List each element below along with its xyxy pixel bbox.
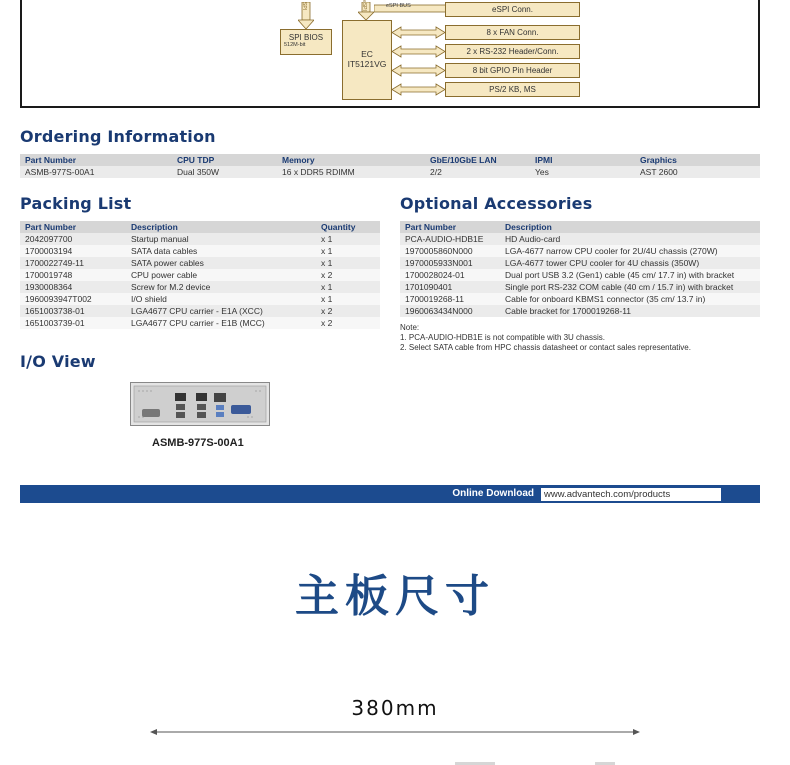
- table-row: [400, 281, 760, 293]
- table-cell: CPU power cable: [126, 269, 316, 281]
- accessories-col-desc: Description: [500, 221, 760, 233]
- table-cell: x 2: [316, 305, 380, 317]
- table-cell: 1970005933N001: [400, 257, 500, 269]
- dimension-title: 主板尺寸: [295, 571, 495, 622]
- gpio-header-box: 8 bit GPIO Pin Header: [445, 63, 580, 78]
- table-cell: Screw for M.2 device: [126, 281, 316, 293]
- note-item: 1. PCA-AUDIO-HDB1E is not compatible with 3U chassis.: [400, 333, 605, 342]
- packing-col-qty: Quantity: [316, 221, 380, 233]
- table-row: [20, 257, 380, 269]
- table-cell: x 1: [316, 293, 380, 305]
- table-cell: LGA-4677 tower CPU cooler for 4U chassis (350W): [500, 257, 760, 269]
- table-cell: 1651003739-01: [20, 317, 126, 329]
- table-row: [400, 269, 760, 281]
- table-cell: x 2: [316, 269, 380, 281]
- ordering-col-memory: Memory: [277, 154, 425, 166]
- ordering-col-part: Part Number: [20, 154, 172, 166]
- spi-bios-size: 512M-bit: [284, 42, 306, 48]
- table-cell: Dual 350W: [172, 166, 277, 178]
- packing-title: Packing List: [20, 194, 132, 213]
- table-cell: PCA-AUDIO-HDB1E: [400, 233, 500, 245]
- ps2-box: PS/2 KB, MS: [445, 82, 580, 97]
- table-cell: x 2: [316, 317, 380, 329]
- table-cell: SATA data cables: [126, 245, 316, 257]
- table-cell: x 1: [316, 281, 380, 293]
- ordering-col-ipmi: IPMI: [530, 154, 635, 166]
- table-row: [400, 233, 760, 245]
- table-cell: 1930008364: [20, 281, 126, 293]
- spi-tag: SPI: [301, 2, 307, 11]
- table-cell: Dual port USB 3.2 (Gen1) cable (45 cm/ 17.7 in) with bracket: [500, 269, 760, 281]
- table-cell: x 1: [316, 257, 380, 269]
- note-item: 2. Select SATA cable from HPC chassis datasheet or contact sales representative.: [400, 343, 691, 352]
- ordering-header-row: [20, 154, 760, 166]
- ordering-table: [20, 154, 760, 178]
- spi-bios-box: [280, 29, 332, 55]
- packing-col-desc: Description: [126, 221, 316, 233]
- download-link[interactable]: www.advantech.com/products: [541, 488, 721, 501]
- table-cell: LGA4677 CPU carrier - E1A (XCC): [126, 305, 316, 317]
- table-cell: 1701090401: [400, 281, 500, 293]
- ec-chip: IT5121VG: [347, 59, 387, 69]
- table-cell: AST 2600: [635, 166, 760, 178]
- table-cell: Yes: [530, 166, 635, 178]
- table-cell: I/O shield: [126, 293, 316, 305]
- table-row: [20, 317, 380, 329]
- ec-label: EC: [361, 49, 373, 59]
- espi-conn-box: eSPI Conn.: [445, 2, 580, 17]
- table-row: [20, 293, 380, 305]
- dimension-arrow: [150, 727, 640, 737]
- packing-header-row: [20, 221, 380, 233]
- spi-bios-label: SPI BIOS: [288, 33, 324, 42]
- ordering-col-tdp: CPU TDP: [172, 154, 277, 166]
- table-cell: ASMB-977S-00A1: [20, 166, 172, 178]
- accessories-title: Optional Accessories: [400, 194, 593, 213]
- accessories-col-part: Part Number: [400, 221, 500, 233]
- table-cell: 1700022749-11: [20, 257, 126, 269]
- accessories-header-row: [400, 221, 760, 233]
- table-cell: HD Audio-card: [500, 233, 760, 245]
- table-row: [20, 233, 380, 245]
- table-cell: 1651003738-01: [20, 305, 126, 317]
- accessories-table: [400, 221, 760, 317]
- table-row: [400, 257, 760, 269]
- table-cell: 1700019268-11: [400, 293, 500, 305]
- ec-connection-arrows: [392, 25, 446, 101]
- table-cell: 16 x DDR5 RDIMM: [277, 166, 425, 178]
- table-cell: LGA-4677 narrow CPU cooler for 2U/4U chassis (270W): [500, 245, 760, 257]
- table-row: [20, 269, 380, 281]
- table-row: [400, 293, 760, 305]
- table-row: [20, 245, 380, 257]
- table-cell: 1700028024-01: [400, 269, 500, 281]
- table-cell: x 1: [316, 233, 380, 245]
- download-label: Online Download: [452, 488, 534, 499]
- io-view-title: I/O View: [20, 352, 96, 371]
- table-cell: 1700019748: [20, 269, 126, 281]
- table-cell: 1960063434N000: [400, 305, 500, 317]
- packing-table: [20, 221, 380, 329]
- table-row: [20, 166, 760, 178]
- table-cell: Cable bracket for 1700019268-11: [500, 305, 760, 317]
- table-cell: Single port RS-232 COM cable (40 cm / 15.7 in) with bracket: [500, 281, 760, 293]
- ordering-col-lan: GbE/10GbE LAN: [425, 154, 530, 166]
- table-row: [400, 245, 760, 257]
- ordering-title: Ordering Information: [20, 127, 216, 146]
- table-cell: SATA power cables: [126, 257, 316, 269]
- accessories-notes: [400, 323, 691, 353]
- table-row: [20, 281, 380, 293]
- table-cell: 1700003194: [20, 245, 126, 257]
- table-cell: LGA4677 CPU carrier - E1B (MCC): [126, 317, 316, 329]
- table-row: [400, 305, 760, 317]
- rs232-header-box: 2 x RS-232 Header/Conn.: [445, 44, 580, 59]
- ec-box: [342, 20, 392, 100]
- espi-bus-label: eSPI BUS: [386, 3, 411, 9]
- io-shield-image: [130, 382, 270, 426]
- espi-tag: eSPI: [361, 0, 367, 11]
- block-diagram: [20, 0, 760, 108]
- table-row: [20, 305, 380, 317]
- table-cell: 2042097700: [20, 233, 126, 245]
- ordering-col-graphics: Graphics: [635, 154, 760, 166]
- packing-col-part: Part Number: [20, 221, 126, 233]
- table-cell: 2/2: [425, 166, 530, 178]
- table-cell: Startup manual: [126, 233, 316, 245]
- table-cell: 1970005860N000: [400, 245, 500, 257]
- download-bar: [20, 485, 760, 503]
- dimension-value: 380mm: [351, 696, 439, 720]
- io-view-caption: ASMB-977S-00A1: [152, 437, 244, 449]
- table-cell: 1960093947T002: [20, 293, 126, 305]
- table-cell: Cable for onboard KBMS1 connector (35 cm/ 13.7 in): [500, 293, 760, 305]
- table-cell: x 1: [316, 245, 380, 257]
- fan-conn-box: 8 x FAN Conn.: [445, 25, 580, 40]
- note-title: Note:: [400, 323, 420, 332]
